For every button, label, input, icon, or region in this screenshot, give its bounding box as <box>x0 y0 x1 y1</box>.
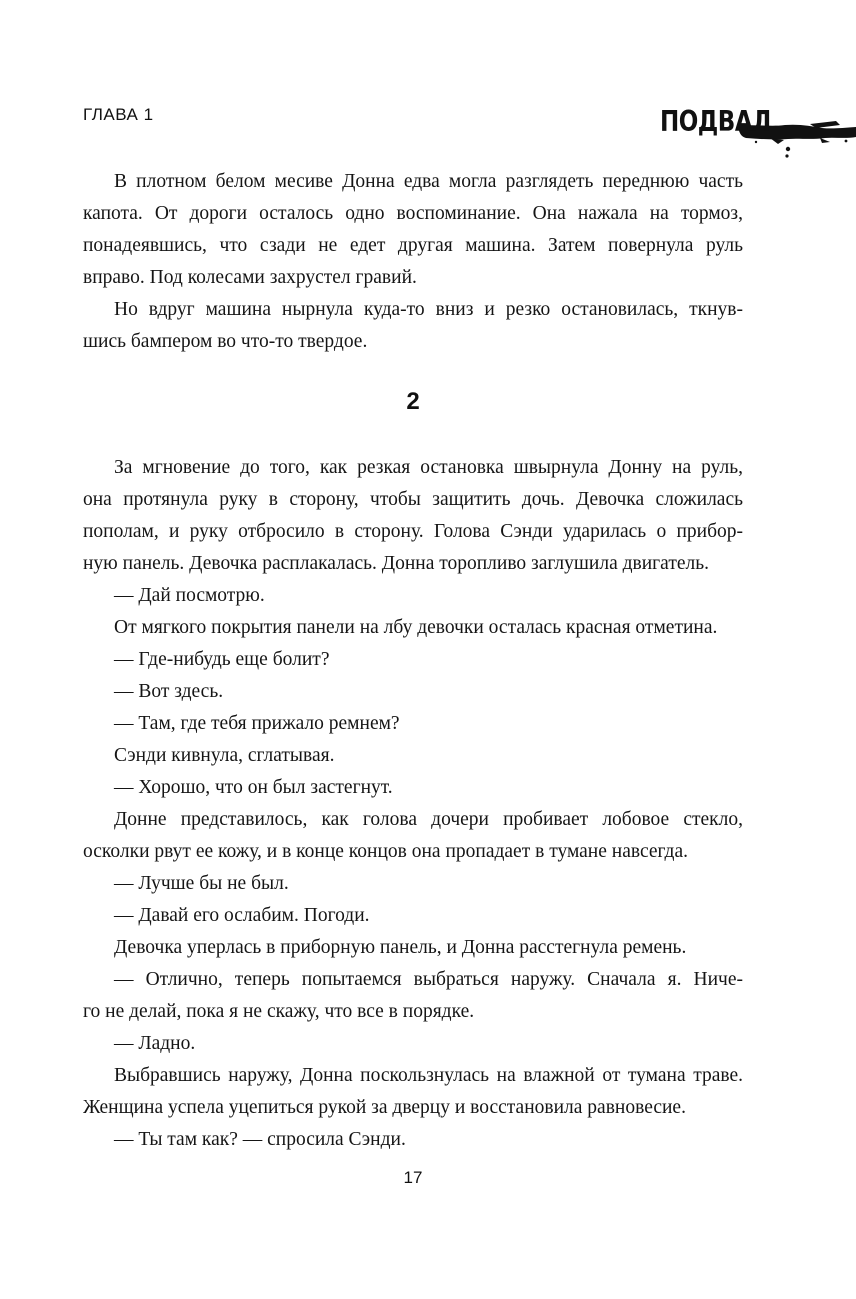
paragraph <box>83 644 743 676</box>
text-line: Но вдруг машина нырнула куда-то вниз и резко остановилась, ткнув- <box>114 299 743 320</box>
text-line: вправо. Под колесами захрустел гравий. <box>83 267 417 288</box>
running-header-chapter: ГЛАВА 1 <box>83 105 154 124</box>
text-line: капота. От дороги осталось одно воспоминание. Она нажала на тормоз, <box>83 203 743 224</box>
series-logo <box>660 104 856 164</box>
paragraph <box>83 166 743 294</box>
text-line: — Ты там как? — спросила Сэнди. <box>114 1129 406 1150</box>
text-line: Выбравшись наружу, Донна поскользнулась на влажной от тумана траве. <box>114 1065 743 1086</box>
text-line: — Отлично, теперь попытаемся выбраться наружу. Сначала я. Ниче- <box>114 969 743 990</box>
text-line: — Вот здесь. <box>114 681 224 702</box>
paragraph <box>83 452 743 580</box>
paragraph <box>83 708 743 740</box>
text-line: — Дай посмотрю. <box>114 585 265 606</box>
paragraph <box>83 676 743 708</box>
paragraph <box>83 294 743 358</box>
paragraph <box>83 964 743 1028</box>
text-line: ную панель. Девочка расплакалась. Донна торопливо заглушила двигатель. <box>83 553 709 574</box>
text-line: понадеявшись, что сзади не едет другая машина. Затем повернула руль <box>83 235 743 256</box>
paragraph <box>83 932 743 964</box>
paragraph <box>83 1124 743 1156</box>
series-logo-text: ПОДВАЛ <box>660 106 771 139</box>
section-1-text <box>83 166 743 358</box>
text-line: — Хорошо, что он был застегнут. <box>114 777 393 798</box>
text-line: — Там, где тебя прижало ремнем? <box>114 713 400 734</box>
paragraph <box>83 900 743 932</box>
section-2-text <box>83 452 743 1156</box>
text-line: Сэнди кивнула, сглатывая. <box>114 745 335 766</box>
paragraph <box>83 772 743 804</box>
paragraph <box>83 868 743 900</box>
text-line: шись бампером во что-то твердое. <box>83 331 368 352</box>
paragraph <box>83 740 743 772</box>
text-line: пополам, и руку отбросило в сторону. Голова Сэнди ударилась о прибор- <box>83 521 743 542</box>
text-line: го не делай, пока я не скажу, что все в порядке. <box>83 1001 475 1022</box>
text-line: — Давай его ослабим. Погоди. <box>114 905 370 926</box>
text-line: — Ладно. <box>114 1033 196 1054</box>
text-line: осколки рвут ее кожу, и в конце концов она пропадает в тумане навсегда. <box>83 841 688 862</box>
text-line: В плотном белом месиве Донна едва могла разглядеть переднюю часть <box>114 171 743 192</box>
paragraph <box>83 804 743 868</box>
text-line: Женщина успела уцепиться рукой за дверцу и восстановила равновесие. <box>83 1097 686 1118</box>
text-line: — Лучше бы не был. <box>114 873 289 894</box>
text-line: За мгновение до того, как резкая остановка швырнула Донну на руль, <box>114 457 743 478</box>
section-number: 2 <box>406 388 420 415</box>
paragraph <box>83 612 743 644</box>
paragraph <box>83 1060 743 1124</box>
text-line: — Где-нибудь еще болит? <box>114 649 330 670</box>
text-line: Девочка уперлась в приборную панель, и Донна расстегнула ремень. <box>114 937 687 958</box>
text-line: Донне представилось, как голова дочери пробивает лобовое стекло, <box>114 809 743 830</box>
page-number: 17 <box>403 1168 423 1187</box>
paragraph <box>83 1028 743 1060</box>
text-line: она протянула руку в сторону, чтобы защитить дочь. Девочка сложилась <box>83 489 743 510</box>
paragraph <box>83 580 743 612</box>
text-line: От мягкого покрытия панели на лбу девочки осталась красная отметина. <box>114 617 718 638</box>
